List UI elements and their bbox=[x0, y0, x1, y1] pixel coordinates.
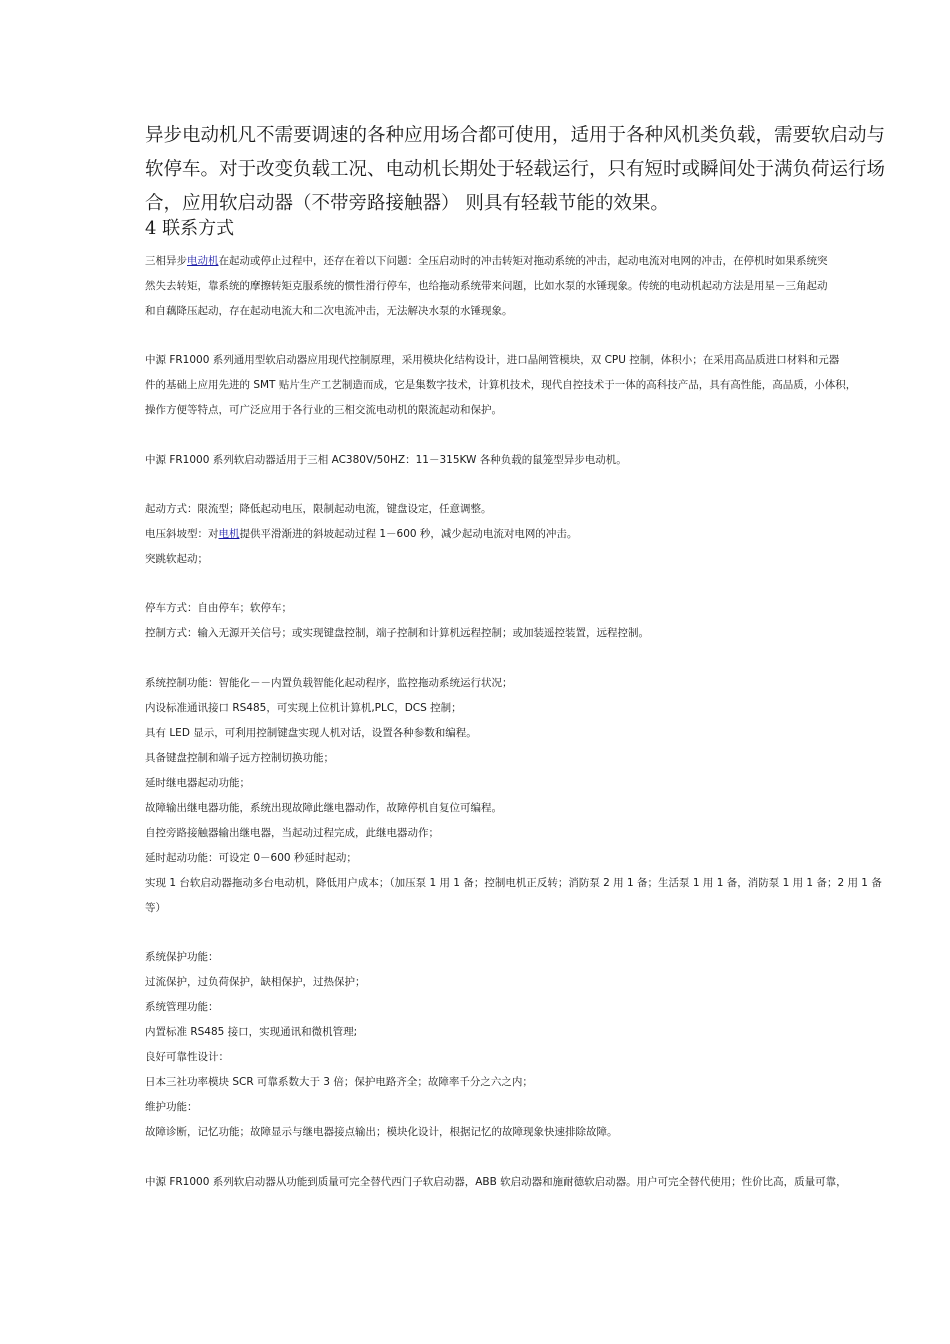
text-line: 控制方式：输入无源开关信号；或实现键盘控制，端子控制和计算机远程控制；或加装遥控装置，远程控制。 bbox=[145, 627, 649, 639]
text-line bbox=[145, 249, 828, 274]
text-line bbox=[145, 522, 577, 547]
intro-line: 合，应用软启动器（不带旁路接触器） 则具有轻载节能的效果。 bbox=[145, 193, 669, 214]
section-heading-contact: 4 联系方式 bbox=[145, 218, 235, 239]
text-line: 维护功能： bbox=[145, 1101, 198, 1113]
text-span: 提供平滑渐进的斜坡起动过程 1－600 秒，减少起动电流对电网的冲击。 bbox=[239, 528, 578, 540]
text-line: 日本三社功率模块 SCR 可靠系数大于 3 倍；保护电路齐全；故障率千分之六之内； bbox=[145, 1076, 533, 1088]
text-line: 系统控制功能：智能化－－内置负载智能化起动程序，监控拖动系统运行状况； bbox=[145, 677, 513, 689]
text-line: 件的基础上应用先进的 SMT 贴片生产工艺制造而成，它是集数字技术，计算机技术，现代自控技术于一体的高科技产品，具有高性能，高品质，小体积， bbox=[145, 379, 857, 391]
text-line: 操作方便等特点，可广泛应用于各行业的三相交流电动机的限流起动和保护。 bbox=[145, 404, 502, 416]
text-line: 自控旁路接触器输出继电器，当起动过程完成，此继电器动作； bbox=[145, 827, 439, 839]
text-line: 系统管理功能： bbox=[145, 1001, 219, 1013]
text-line: 延时继电器起动功能； bbox=[145, 777, 250, 789]
text-line: 具备键盘控制和端子远方控制切换功能； bbox=[145, 752, 334, 764]
text-line: 停车方式：自由停车；软停车； bbox=[145, 602, 292, 614]
text-line: 然失去转矩，靠系统的摩擦转矩克服系统的惯性滑行停车，也给拖动系统带来问题，比如水泵的水锤现象。传统的电动机起动方法是用星－三角起动 bbox=[145, 280, 828, 292]
text-line: 故障诊断，记忆功能；故障显示与继电器接点输出；模块化设计，根据记忆的故障现象快速排除故障。 bbox=[145, 1126, 618, 1138]
text-line: 中源 FR1000 系列软启动器从功能到质量可完全替代西门子软启动器，ABB 软启动器和施耐德软启动器。用户可完全替代使用；性价比高，质量可靠， bbox=[145, 1176, 847, 1188]
text-line: 故障输出继电器功能，系统出现故障此继电器动作，故障停机自复位可编程。 bbox=[145, 802, 502, 814]
text-line: 内设标准通讯接口 RS485，可实现上位机计算机,PLC，DCS 控制； bbox=[145, 702, 462, 714]
intro-line: 软停车。对于改变负载工况、电动机长期处于轻载运行，只有短时或瞬间处于满负荷运行场 bbox=[145, 159, 886, 180]
text-line: 过流保护，过负荷保护，缺相保护，过热保护； bbox=[145, 976, 366, 988]
text-line: 实现 1 台软启动器拖动多台电动机，降低用户成本；（加压泵 1 用 1 备；控制电机正反转；消防泵 2 用 1 备；生活泵 1 用 1 备，消防泵 1 用 1 备；2 用 1 备 bbox=[145, 877, 882, 889]
intro-line: 异步电动机凡不需要调速的各种应用场合都可使用，适用于各种风机类负载，需要软启动与 bbox=[145, 125, 886, 146]
text-span: 在起动或停止过程中，还存在着以下问题：全压启动时的冲击转矩对拖动系统的冲击，起动电流对电网的冲击，在停机时如果系统突 bbox=[218, 255, 828, 267]
text-line: 延时起动功能：可设定 0－600 秒延时起动； bbox=[145, 852, 357, 864]
text-line: 系统保护功能： bbox=[145, 951, 219, 963]
motor-link[interactable]: 电动机 bbox=[187, 255, 219, 267]
text-line: 起动方式：限流型；降低起动电压，限制起动电流，键盘设定，任意调整。 bbox=[145, 503, 492, 515]
text-line: 和自藕降压起动，存在起动电流大和二次电流冲击，无法解决水泵的水锤现象。 bbox=[145, 305, 513, 317]
text-line: 中源 FR1000 系列通用型软启动器应用现代控制原理，采用模块化结构设计，进口晶闸管模块，双 CPU 控制，体积小；在采用高品质进口材料和元器 bbox=[145, 354, 840, 366]
text-line: 中源 FR1000 系列软启动器适用于三相 AC380V/50HZ：11－315KW 各种负载的鼠笼型异步电动机。 bbox=[145, 454, 627, 466]
motor-short-link[interactable]: 电机 bbox=[218, 528, 240, 540]
text-line: 具有 LED 显示，可利用控制键盘实现人机对话，设置各种参数和编程。 bbox=[145, 727, 477, 739]
intro-paragraph bbox=[145, 119, 886, 221]
text-span: 三相异步 bbox=[145, 255, 187, 267]
text-line: 突跳软起动； bbox=[145, 553, 208, 565]
text-line: 良好可靠性设计： bbox=[145, 1051, 229, 1063]
text-span: 电压斜坡型：对 bbox=[145, 528, 219, 540]
text-line: 等） bbox=[145, 902, 166, 914]
text-line: 内置标准 RS485 接口，实现通讯和微机管理; bbox=[145, 1026, 358, 1038]
